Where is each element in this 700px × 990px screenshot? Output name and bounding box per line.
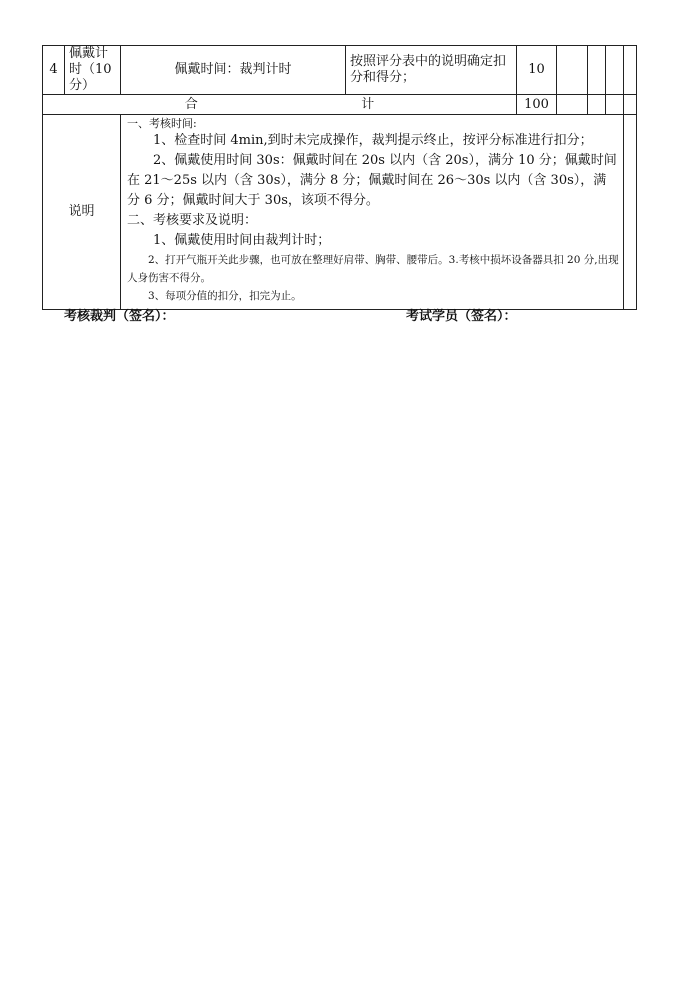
empty-cell bbox=[606, 46, 624, 95]
total-label-left: 合 bbox=[184, 96, 198, 112]
notes-row bbox=[43, 115, 637, 310]
scoring-table bbox=[42, 45, 637, 310]
notes-body bbox=[121, 115, 624, 310]
empty-cell bbox=[588, 95, 606, 115]
item-score: 10 bbox=[517, 46, 557, 95]
item-content: 佩戴时间：裁判计时 bbox=[121, 46, 346, 95]
notes-line: 二、考核要求及说明： bbox=[127, 213, 258, 228]
notes-line: 2、佩戴使用时间 30s：佩戴时间在 20s 以内（含 20s），满分 10 分；佩戴时间在 21～25s 以内（含 30s），满分 8 分；佩戴时间在 26～30s 以内（含 30s），满分 6 分；佩戴时间大于 30s，该项不得分。 bbox=[127, 153, 617, 208]
notes-line: 3、每项分值的扣分，扣完为止。 bbox=[148, 290, 302, 302]
empty-cell bbox=[624, 95, 637, 115]
empty-cell bbox=[606, 95, 624, 115]
notes-line: 2、打开气瓶开关此步骤，也可放在整理好肩带、胸带、腰带后。3.考核中损坏设备器具扣 20 分,出现人身伤害不得分。 bbox=[127, 254, 619, 284]
notes-label: 说明 bbox=[43, 115, 121, 310]
item-name: 佩戴计时（10分） bbox=[65, 46, 121, 95]
empty-cell bbox=[557, 46, 588, 95]
total-label bbox=[43, 95, 517, 115]
total-score: 100 bbox=[517, 95, 557, 115]
empty-cell bbox=[557, 95, 588, 115]
notes-line: 1、检查时间 4min,到时未完成操作，裁判提示终止，按评分标准进行扣分； bbox=[153, 133, 593, 148]
total-label-right: 计 bbox=[361, 96, 375, 112]
empty-cell bbox=[588, 46, 606, 95]
table-row-4 bbox=[43, 46, 637, 95]
judge-signature-label: 考核裁判（签名）： bbox=[64, 309, 175, 324]
row-number: 4 bbox=[43, 46, 65, 95]
trainee-signature-label: 考试学员（签名）： bbox=[406, 309, 517, 324]
scoring-rule: 按照评分表中的说明确定扣分和得分； bbox=[346, 46, 517, 95]
empty-cell bbox=[624, 46, 637, 95]
total-row bbox=[43, 95, 637, 115]
empty-cell bbox=[624, 115, 637, 310]
notes-line: 1、佩戴使用时间由裁判计时； bbox=[153, 233, 331, 248]
notes-line: 一、考核时间: bbox=[127, 117, 197, 130]
